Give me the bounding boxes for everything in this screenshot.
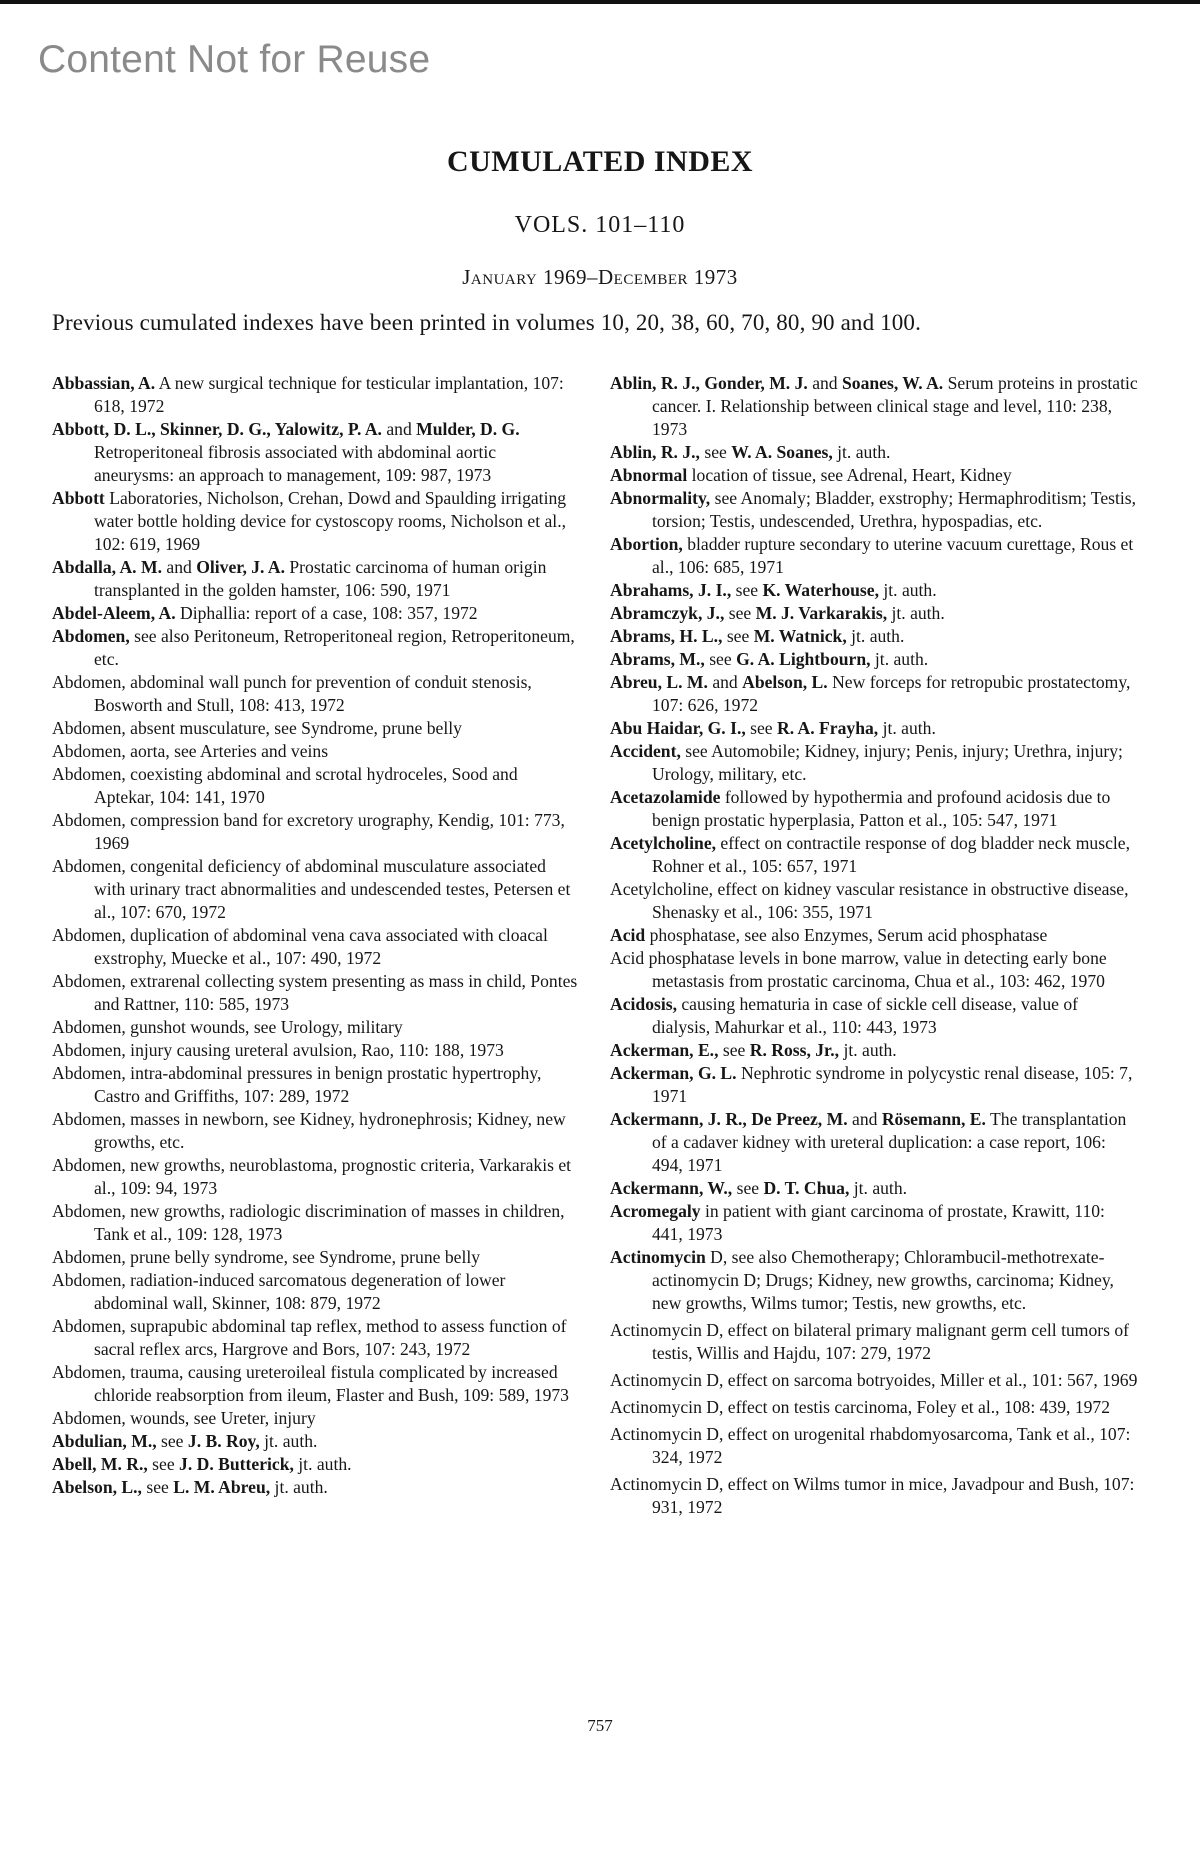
index-entry bbox=[610, 487, 1138, 533]
index-entry-text: Abdomen, congenital deficiency of abdominal musculature associated with urinary tract abnormalities and undescended testes, Petersen et al., 107: 670, 1972 bbox=[52, 856, 571, 922]
index-entry bbox=[52, 487, 580, 556]
index-entry bbox=[610, 1423, 1138, 1469]
index-entry bbox=[52, 740, 580, 763]
index-entry-text: jt. auth. bbox=[878, 580, 937, 600]
index-column-left bbox=[52, 372, 580, 1499]
index-entry-text: Actinomycin D, effect on sarcoma botryoides, Miller et al., 101: 567, 1969 bbox=[610, 1370, 1138, 1390]
index-entry-text: see bbox=[732, 1178, 764, 1198]
index-entry bbox=[52, 717, 580, 740]
index-entry bbox=[610, 625, 1138, 648]
index-entry-heading: J. B. Roy, bbox=[187, 1431, 260, 1451]
index-entry-heading: Abnormal bbox=[610, 465, 688, 485]
index-entry-text: bladder rupture secondary to uterine vacuum curettage, Rous et al., 106: 685, 1971 bbox=[652, 534, 1134, 577]
index-entry bbox=[610, 993, 1138, 1039]
index-entry-text: effect on contractile response of dog bladder neck muscle, Rohner et al., 105: 657, 1971 bbox=[652, 833, 1130, 876]
index-entry-heading: L. M. Abreu, bbox=[173, 1477, 271, 1497]
index-entry-heading: Abbott bbox=[52, 488, 105, 508]
index-entry-heading: Accident, bbox=[610, 741, 681, 761]
previous-indexes-note: Previous cumulated indexes have been printed in volumes 10, 20, 38, 60, 70, 80, 90 and 100. bbox=[52, 310, 921, 335]
index-entry-text: jt. auth. bbox=[259, 1431, 318, 1451]
index-entry-heading: Acetylcholine, bbox=[610, 833, 717, 853]
index-entry-text: Abdomen, trauma, causing ureteroileal fistula complicated by increased chloride reabsorption from ileum, Flaster and Bush, 109: 589, 1973 bbox=[52, 1362, 569, 1405]
index-entry-text: and bbox=[847, 1109, 882, 1129]
index-entry-heading: Abrams, M., bbox=[610, 649, 705, 669]
index-entry-heading: Abu Haidar, G. I., bbox=[610, 718, 746, 738]
index-entry-text: jt. auth. bbox=[832, 442, 891, 462]
index-entry-heading: Soanes, W. A. bbox=[842, 373, 944, 393]
index-entry-text: see bbox=[731, 580, 763, 600]
index-entry-text: phosphatase, see also Enzymes, Serum acid phosphatase bbox=[645, 925, 1048, 945]
index-entry bbox=[52, 602, 580, 625]
index-entry-text: see bbox=[699, 442, 732, 462]
index-entry-text: Abdomen, new growths, radiologic discrimination of masses in children, Tank et al., 109: 128, 1973 bbox=[52, 1201, 565, 1244]
index-entry bbox=[52, 1246, 580, 1269]
watermark: Content Not for Reuse bbox=[38, 38, 431, 81]
index-entry-heading: Oliver, J. A. bbox=[196, 557, 285, 577]
index-column-right bbox=[610, 372, 1138, 1519]
index-entry-heading: Ackermann, W., bbox=[610, 1178, 733, 1198]
index-entry bbox=[610, 1319, 1138, 1365]
index-entry-text: Abdomen, absent musculature, see Syndrome, prune belly bbox=[52, 718, 462, 738]
index-entry-text: see bbox=[704, 649, 737, 669]
index-entry-text: see Anomaly; Bladder, exstrophy; Hermaphroditism; Testis, torsion; Testis, undescended, Urethra, hypospadias, etc. bbox=[652, 488, 1136, 531]
index-entry bbox=[610, 1177, 1138, 1200]
index-entry bbox=[52, 1453, 580, 1476]
index-entry-heading: Abreu, L. M. bbox=[610, 672, 708, 692]
index-entry-text: jt. auth. bbox=[846, 626, 905, 646]
index-entry bbox=[610, 671, 1138, 717]
index-entry-heading: Abrahams, J. I., bbox=[610, 580, 732, 600]
index-entry-text: Abdomen, suprapubic abdominal tap reflex, method to assess function of sacral reflex arcs, Hargrove and Bors, 107: 243, 1972 bbox=[52, 1316, 567, 1359]
index-entry-heading: Acid bbox=[610, 925, 646, 945]
index-entry bbox=[610, 602, 1138, 625]
index-entry bbox=[52, 924, 580, 970]
index-entry-heading: Ackerman, E., bbox=[610, 1040, 719, 1060]
index-entry-text: Abdomen, prune belly syndrome, see Syndrome, prune belly bbox=[52, 1247, 481, 1267]
index-entry-heading: M. J. Varkarakis, bbox=[755, 603, 888, 623]
index-entry bbox=[52, 1315, 580, 1361]
index-entry-heading: Abdomen, bbox=[52, 626, 130, 646]
index-entry-heading: Abdalla, A. M. bbox=[52, 557, 162, 577]
index-entry-text: Abdomen, intra-abdominal pressures in benign prostatic hypertrophy, Castro and Griffiths, 107: 289, 1972 bbox=[52, 1063, 542, 1106]
index-entry bbox=[52, 809, 580, 855]
index-entry-text: causing hematuria in case of sickle cell disease, value of dialysis, Mahurkar et al., 110: 443, 1973 bbox=[652, 994, 1079, 1037]
index-entry-text: A new surgical technique for testicular implantation, 107: 618, 1972 bbox=[94, 373, 564, 416]
index-entry bbox=[610, 832, 1138, 878]
index-entry-heading: Abell, M. R., bbox=[52, 1454, 148, 1474]
index-entry bbox=[610, 1108, 1138, 1177]
index-entry-text: followed by hypothermia and profound acidosis due to benign prostatic hyperplasia, Patton et al., 105: 547, 1971 bbox=[652, 787, 1111, 830]
index-entry-text: see bbox=[141, 1477, 174, 1497]
index-entry-heading: Abdel-Aleem, A. bbox=[52, 603, 176, 623]
index-entry-text: Abdomen, coexisting abdominal and scrotal hydroceles, Sood and Aptekar, 104: 141, 1970 bbox=[52, 764, 518, 807]
index-entry-heading: R. A. Frayha, bbox=[777, 718, 879, 738]
index-entry bbox=[52, 671, 580, 717]
index-entry bbox=[52, 625, 580, 671]
index-entry bbox=[610, 1200, 1138, 1246]
index-entry bbox=[610, 1473, 1138, 1519]
index-entry-heading: Acidosis, bbox=[610, 994, 677, 1014]
index-entry-heading: Ablin, R. J., Gonder, M. J. bbox=[610, 373, 808, 393]
index-entry-text: Abdomen, masses in newborn, see Kidney, hydronephrosis; Kidney, new growths, etc. bbox=[52, 1109, 566, 1152]
index-entry-text: jt. auth. bbox=[270, 1477, 328, 1497]
index-entry-text: see bbox=[745, 718, 778, 738]
top-rule bbox=[0, 0, 1200, 4]
index-entry-text: jt. auth. bbox=[849, 1178, 908, 1198]
index-entry bbox=[52, 855, 580, 924]
index-entry-text: jt. auth. bbox=[870, 649, 929, 669]
index-entry-text: jt. auth. bbox=[878, 718, 936, 738]
index-entry-text: Acid phosphatase levels in bone marrow, value in detecting early bone metastasis from prostatic carcinoma, Chua et al., 103: 462, 1970 bbox=[610, 948, 1107, 991]
index-entry bbox=[610, 947, 1138, 993]
index-entry-text: Actinomycin D, effect on urogenital rhabdomyosarcoma, Tank et al., 107: 324, 1972 bbox=[610, 1424, 1131, 1467]
index-entry-text: Acetylcholine, effect on kidney vascular resistance in obstructive disease, Shenasky et al., 106: 355, 1971 bbox=[610, 879, 1129, 922]
index-entry-text: Actinomycin D, effect on bilateral primary malignant germ cell tumors of testis, Willis and Hajdu, 107: 279, 1972 bbox=[610, 1320, 1130, 1363]
index-entry-text: Serum proteins in prostatic cancer. I. Relationship between clinical stage and level, 110: 238, 1973 bbox=[652, 373, 1138, 439]
index-entry bbox=[610, 878, 1138, 924]
index-entry-text: D, see also Chemotherapy; Chlorambucil-methotrexate-actinomycin D; Drugs; Kidney, new growths, carcinoma; Kidney, new growths, Wilms tumor; Testis, new growths, etc. bbox=[652, 1247, 1114, 1313]
index-entry-text: Abdomen, aorta, see Arteries and veins bbox=[52, 741, 329, 761]
index-entry bbox=[52, 1108, 580, 1154]
index-entry-heading: Acetazolamide bbox=[610, 787, 721, 807]
index-entry-text: Abdomen, abdominal wall punch for prevention of conduit stenosis, Bosworth and Stull, 108: 413, 1972 bbox=[52, 672, 532, 715]
index-entry-text: Abdomen, wounds, see Ureter, injury bbox=[52, 1408, 316, 1428]
index-entry bbox=[610, 464, 1138, 487]
index-entry bbox=[52, 1039, 580, 1062]
index-entry-heading: Abelson, L., bbox=[52, 1477, 142, 1497]
index-entry bbox=[52, 418, 580, 487]
index-entry-heading: Mulder, D. G. bbox=[416, 419, 520, 439]
index-entry-text: Nephrotic syndrome in polycystic renal disease, 105: 7, 1971 bbox=[652, 1063, 1133, 1106]
index-entry-text: New forceps for retropubic prostatectomy, 107: 626, 1972 bbox=[652, 672, 1131, 715]
date-range: January 1969–December 1973 bbox=[462, 265, 738, 289]
index-entry-text: see bbox=[156, 1431, 188, 1451]
index-entry-heading: Ackerman, G. L. bbox=[610, 1063, 737, 1083]
index-entry bbox=[52, 1154, 580, 1200]
index-entry-text: and bbox=[707, 672, 743, 692]
index-entry-text: Abdomen, new growths, neuroblastoma, prognostic criteria, Varkarakis et al., 109: 94, 1973 bbox=[52, 1155, 572, 1198]
index-entry-text: Laboratories, Nicholson, Crehan, Dowd and Spaulding irrigating water bottle holding device for cystoscopy rooms, Nicholson et al., 102: 619, 1969 bbox=[94, 488, 567, 554]
index-entry-text: jt. auth. bbox=[887, 603, 945, 623]
index-entry bbox=[610, 1062, 1138, 1108]
index-entry bbox=[52, 970, 580, 1016]
index-entry-text: Abdomen, gunshot wounds, see Urology, military bbox=[52, 1017, 403, 1037]
index-entry-text: and bbox=[807, 373, 842, 393]
index-entry-heading: Acromegaly bbox=[610, 1201, 701, 1221]
index-entry bbox=[610, 648, 1138, 671]
index-entry bbox=[610, 1039, 1138, 1062]
index-entry-heading: G. A. Lightbourn, bbox=[736, 649, 871, 669]
index-entry bbox=[52, 1407, 580, 1430]
index-entry-heading: Abbassian, A. bbox=[52, 373, 156, 393]
index-entry-text: Actinomycin D, effect on Wilms tumor in mice, Javadpour and Bush, 107: 931, 1972 bbox=[610, 1474, 1135, 1517]
index-entry bbox=[610, 533, 1138, 579]
index-entry-text: Actinomycin D, effect on testis carcinoma, Foley et al., 108: 439, 1972 bbox=[610, 1397, 1111, 1417]
index-entry-heading: K. Waterhouse, bbox=[762, 580, 879, 600]
index-entry-heading: Ablin, R. J., bbox=[610, 442, 700, 462]
index-entry-heading: W. A. Soanes, bbox=[731, 442, 833, 462]
index-entry bbox=[52, 1062, 580, 1108]
index-entry bbox=[610, 924, 1138, 947]
index-entry bbox=[610, 1246, 1138, 1315]
volume-range: VOLS. 101–110 bbox=[514, 212, 686, 238]
index-entry bbox=[610, 441, 1138, 464]
index-entry bbox=[610, 372, 1138, 441]
index-entry bbox=[610, 579, 1138, 602]
index-entry-text: see also Peritoneum, Retroperitoneal region, Retroperitoneum, etc. bbox=[94, 626, 575, 669]
index-entry bbox=[52, 763, 580, 809]
index-entry-text: Abdomen, compression band for excretory urography, Kendig, 101: 773, 1969 bbox=[52, 810, 565, 853]
index-entry-text: jt. auth. bbox=[839, 1040, 897, 1060]
index-entry bbox=[52, 372, 580, 418]
index-entry-text: Abdomen, injury causing ureteral avulsion, Rao, 110: 188, 1973 bbox=[52, 1040, 504, 1060]
index-entry bbox=[52, 556, 580, 602]
index-entry-text: location of tissue, see Adrenal, Heart, Kidney bbox=[687, 465, 1012, 485]
index-entry-text: see Automobile; Kidney, injury; Penis, injury; Urethra, injury; Urology, military, etc. bbox=[652, 741, 1123, 784]
index-entry bbox=[610, 740, 1138, 786]
index-entry-text: Diphallia: report of a case, 108: 357, 1972 bbox=[175, 603, 478, 623]
page-number: 757 bbox=[587, 1716, 613, 1735]
index-entry-heading: Abelson, L. bbox=[742, 672, 828, 692]
index-entry-heading: Abramczyk, J., bbox=[610, 603, 725, 623]
index-entry bbox=[52, 1269, 580, 1315]
index-entry-text: see bbox=[147, 1454, 180, 1474]
index-entry-heading: J. D. Butterick, bbox=[179, 1454, 294, 1474]
index-entry bbox=[610, 717, 1138, 740]
index-entry-heading: Abortion, bbox=[610, 534, 683, 554]
index-entry-text: in patient with giant carcinoma of prostate, Krawitt, 110: 441, 1973 bbox=[652, 1201, 1105, 1244]
index-entry-heading: Abdulian, M., bbox=[52, 1431, 157, 1451]
index-entry-heading: Rösemann, E. bbox=[881, 1109, 986, 1129]
index-entry bbox=[610, 786, 1138, 832]
index-entry-heading: Abnormality, bbox=[610, 488, 711, 508]
index-entry-text: The transplantation of a cadaver kidney with ureteral duplication: a case report, 106: 494, 1971 bbox=[652, 1109, 1127, 1175]
index-entry bbox=[52, 1016, 580, 1039]
index-entry-text: Abdomen, duplication of abdominal vena cava associated with cloacal exstrophy, Muecke et al., 107: 490, 1972 bbox=[52, 925, 548, 968]
index-entry-text: and bbox=[161, 557, 197, 577]
index-entry-text: Abdomen, radiation-induced sarcomatous degeneration of lower abdominal wall, Skinner, 108: 879, 1972 bbox=[52, 1270, 506, 1313]
index-entry bbox=[610, 1396, 1138, 1419]
index-entry bbox=[52, 1476, 580, 1499]
index-entry-text: see bbox=[724, 603, 756, 623]
index-entry-heading: Actinomycin bbox=[610, 1247, 706, 1267]
index-entry-text: see bbox=[718, 1040, 750, 1060]
index-entry-heading: Ackermann, J. R., De Preez, M. bbox=[610, 1109, 848, 1129]
index-entry-text: and bbox=[381, 419, 417, 439]
index-entry-heading: R. Ross, Jr., bbox=[749, 1040, 840, 1060]
index-entry-heading: Abbott, D. L., Skinner, D. G., Yalowitz, P. A. bbox=[52, 419, 382, 439]
index-entry-text: Prostatic carcinoma of human origin transplanted in the golden hamster, 106: 590, 1971 bbox=[94, 557, 547, 600]
page-title: CUMULATED INDEX bbox=[446, 145, 754, 178]
index-entry bbox=[52, 1200, 580, 1246]
index-entry-heading: M. Watnick, bbox=[753, 626, 847, 646]
index-entry-text: Retroperitoneal fibrosis associated with abdominal aortic aneurysms: an approach to management, 109: 987, 1973 bbox=[94, 442, 497, 485]
index-entry-heading: Abrams, H. L., bbox=[610, 626, 723, 646]
index-entry-heading: D. T. Chua, bbox=[763, 1178, 850, 1198]
index-entry bbox=[52, 1430, 580, 1453]
index-entry-text: jt. auth. bbox=[293, 1454, 352, 1474]
index-entry-text: Abdomen, extrarenal collecting system presenting as mass in child, Pontes and Rattner, 110: 585, 1973 bbox=[52, 971, 578, 1014]
index-entry-text: see bbox=[722, 626, 754, 646]
index-entry bbox=[610, 1369, 1138, 1392]
index-entry bbox=[52, 1361, 580, 1407]
